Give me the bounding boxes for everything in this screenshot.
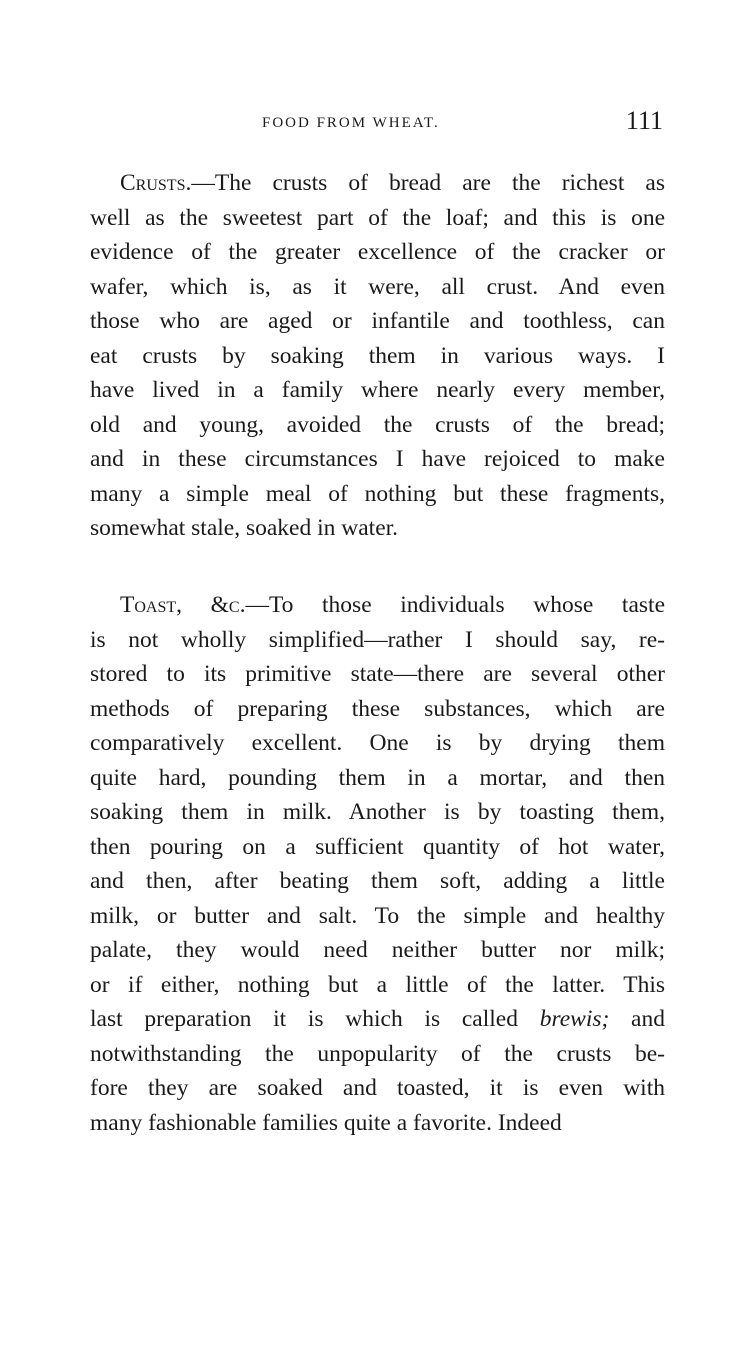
line-text: those who are aged or infantile and toothless, can	[90, 308, 665, 334]
running-title: FOOD FROM WHEAT.	[262, 115, 440, 131]
text-line	[90, 442, 665, 477]
line-text: and then, after beating them soft, adding a little	[90, 868, 665, 894]
line-text: and in these circumstances I have rejoiced to make	[90, 446, 665, 472]
text-line	[90, 692, 665, 727]
text-line	[90, 166, 665, 201]
paragraph-crusts	[90, 166, 665, 546]
page-number: 111	[625, 106, 663, 135]
line-text: methods of preparing these substances, which are	[90, 695, 665, 722]
line-text: notwithstanding the unpopularity of the crusts be-	[90, 1040, 665, 1067]
text-line	[90, 588, 665, 623]
text-line	[90, 270, 665, 305]
text-line	[90, 795, 665, 830]
text-line	[90, 1071, 665, 1106]
section-heading: Toast, &c.	[120, 592, 246, 618]
line-text: —The crusts of bread are the richest as	[191, 170, 665, 196]
text-line	[90, 761, 665, 796]
line-text: then pouring on a sufficient quantity of hot water,	[90, 833, 665, 860]
line-text: stored to its primitive state—there are several other	[90, 661, 665, 687]
text-line	[90, 657, 665, 692]
line-text: —To those individuals whose taste	[245, 592, 665, 618]
line-text: wafer, which is, as it were, all crust. And even	[90, 273, 665, 300]
line-text: or if either, nothing but a little of the latter. This	[90, 971, 665, 998]
text-line	[90, 830, 665, 865]
text-line	[90, 373, 665, 408]
text-line	[90, 1037, 665, 1072]
text-line	[90, 235, 665, 270]
paragraph-toast	[90, 588, 665, 1140]
line-text: milk, or butter and salt. To the simple and healthy	[90, 902, 665, 929]
text-line	[90, 304, 665, 339]
text-line	[90, 1106, 665, 1141]
line-text: fore they are soaked and toasted, it is even with	[90, 1075, 665, 1101]
text-line	[90, 899, 665, 934]
line-text: and	[609, 1006, 665, 1032]
line-text: quite hard, pounding them in a mortar, and then	[90, 764, 665, 791]
line-text: last preparation it is which is called	[90, 1006, 540, 1032]
page-header	[90, 106, 665, 142]
line-text: evidence of the greater excellence of the cracker or	[90, 239, 665, 265]
text-line	[90, 408, 665, 443]
line-text: many a simple meal of nothing but these fragments,	[90, 480, 665, 507]
text-line	[90, 511, 665, 546]
text-line	[90, 477, 665, 512]
line-text: eat crusts by soaking them in various ways. I	[90, 342, 665, 369]
text-line	[90, 726, 665, 761]
text-line	[90, 864, 665, 899]
line-text: somewhat stale, soaked in water.	[90, 515, 399, 541]
line-text: many fashionable families quite a favorite. Indeed	[90, 1109, 562, 1136]
text-line	[90, 933, 665, 968]
text-line	[90, 623, 665, 658]
text-line	[90, 968, 665, 1003]
text-line	[90, 339, 665, 374]
line-text: is not wholly simplified—rather I should say, re-	[90, 626, 665, 653]
line-text: old and young, avoided the crusts of the bread;	[90, 411, 665, 438]
line-text: have lived in a family where nearly every member,	[90, 377, 665, 403]
line-text: palate, they would need neither butter nor milk;	[90, 937, 665, 963]
line-text: soaking them in milk. Another is by toasting them,	[90, 799, 665, 825]
section-heading: Crusts.	[120, 170, 192, 196]
line-text: comparatively excellent. One is by drying them	[90, 730, 665, 756]
line-text: well as the sweetest part of the loaf; and this is one	[90, 204, 665, 231]
text-line	[90, 1002, 665, 1037]
text-line	[90, 201, 665, 236]
italic-term: brewis;	[539, 1006, 610, 1032]
